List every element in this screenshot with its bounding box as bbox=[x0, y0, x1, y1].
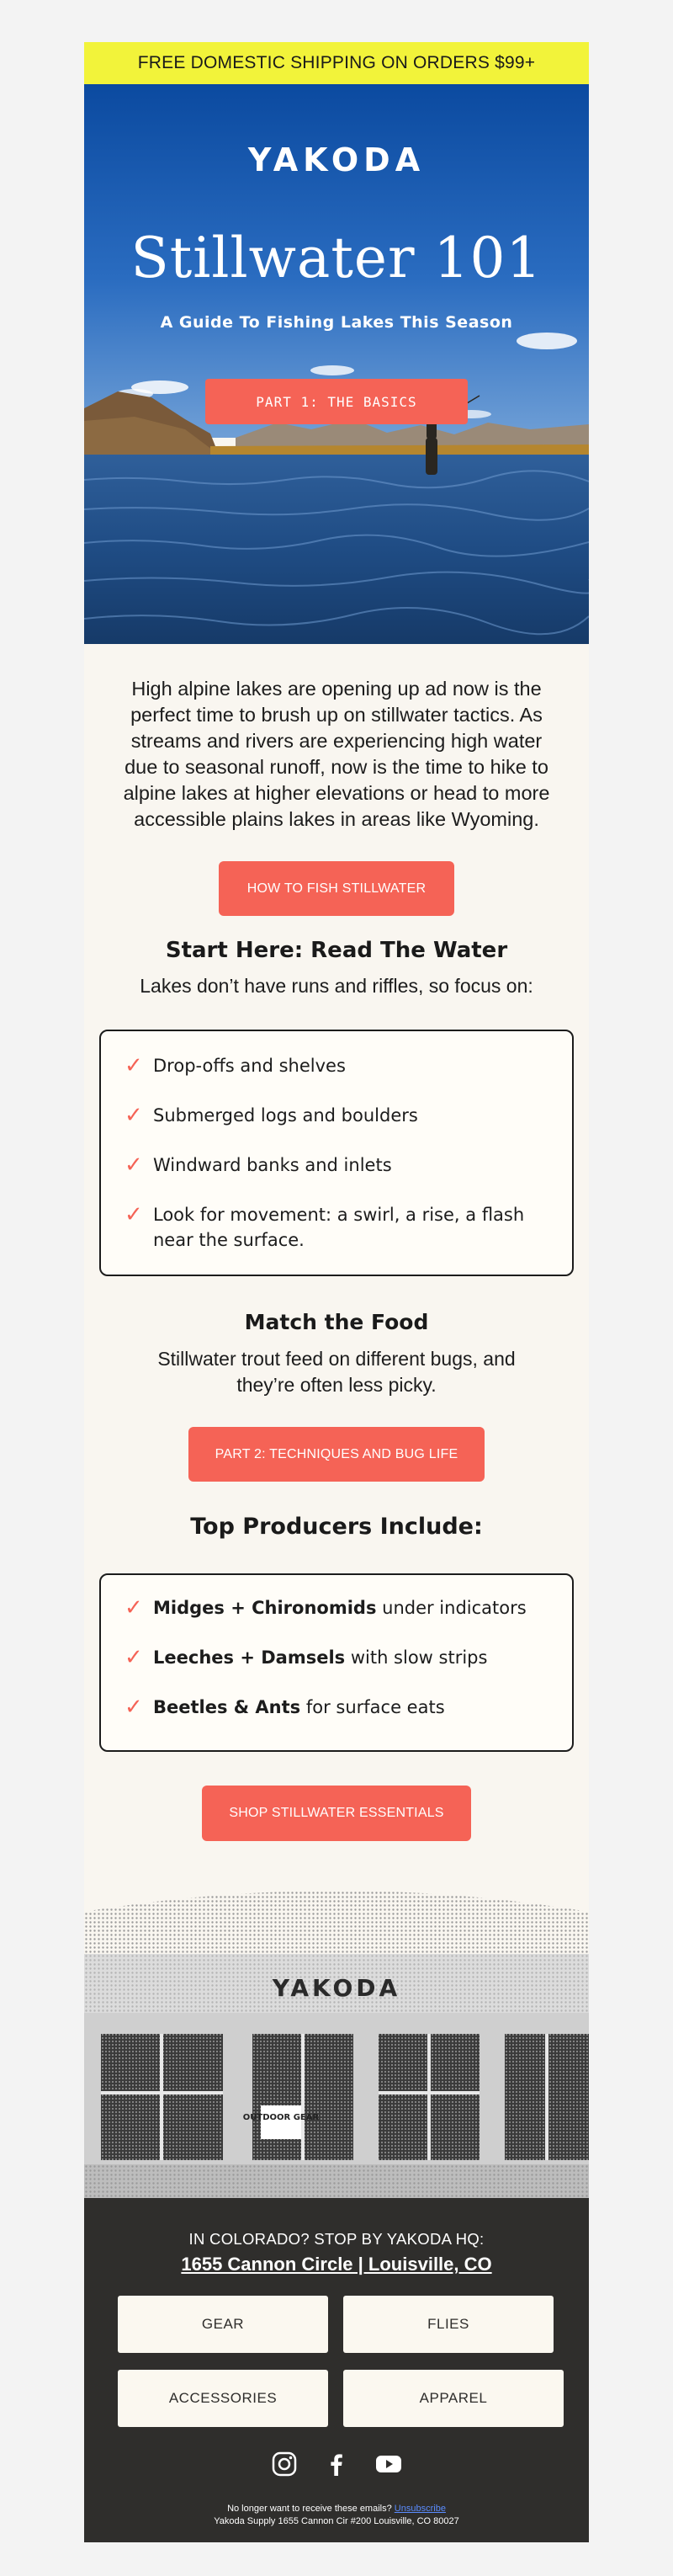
hero-title: Stillwater 101 bbox=[130, 226, 543, 290]
shipping-banner-text: FREE DOMESTIC SHIPPING ON ORDERS $99+ bbox=[137, 53, 536, 72]
list-item bbox=[125, 1645, 548, 1670]
hq-label: IN COLORADO? STOP BY YAKODA HQ: bbox=[188, 2230, 485, 2248]
hq-address-link[interactable]: 1655 Cannon Circle | Louisville, CO bbox=[181, 2254, 492, 2275]
checkmark-icon: ✓ bbox=[125, 1202, 143, 1227]
unsubscribe-link[interactable]: Unsubscribe bbox=[394, 2504, 446, 2514]
email-body bbox=[84, 42, 589, 2542]
legal-text: No longer want to receive these emails? bbox=[227, 2504, 392, 2514]
top-producers-heading: Top Producers Include: bbox=[190, 1514, 483, 1540]
hero-banner[interactable] bbox=[84, 84, 589, 644]
producer-name: Leeches + Damsels bbox=[153, 1647, 346, 1668]
brand-logo: YAKODA bbox=[247, 141, 426, 178]
list-item-text: Windward banks and inlets bbox=[153, 1155, 392, 1175]
social-links bbox=[84, 2451, 589, 2478]
list-item bbox=[125, 1053, 548, 1078]
list-item bbox=[125, 1595, 548, 1621]
storefront-illustration bbox=[84, 1878, 589, 2198]
producer-detail: for surface eats bbox=[300, 1697, 445, 1717]
read-water-list bbox=[99, 1030, 574, 1276]
list-item bbox=[125, 1202, 548, 1253]
legal-footer bbox=[84, 2503, 589, 2528]
list-item-text: Submerged logs and boulders bbox=[153, 1105, 418, 1126]
instagram-icon[interactable] bbox=[271, 2451, 298, 2478]
footer-nav bbox=[118, 2296, 589, 2427]
checkmark-icon: ✓ bbox=[125, 1695, 143, 1720]
list-item bbox=[125, 1695, 548, 1720]
top-producers-list bbox=[99, 1573, 574, 1752]
flies-button[interactable]: FLIES bbox=[343, 2296, 554, 2353]
store-sign: YAKODA bbox=[272, 1974, 401, 2002]
window-sign: OUTDOOR GEAR bbox=[242, 2113, 320, 2122]
accessories-button[interactable]: ACCESSORIES bbox=[118, 2370, 328, 2427]
youtube-icon[interactable] bbox=[375, 2451, 402, 2478]
checkmark-icon: ✓ bbox=[125, 1053, 143, 1078]
store-image[interactable] bbox=[84, 1878, 589, 2198]
checkmark-icon: ✓ bbox=[125, 1645, 143, 1670]
producer-name: Midges + Chironomids bbox=[153, 1598, 377, 1618]
producer-name: Beetles & Ants bbox=[153, 1697, 301, 1717]
match-food-subtitle: Stillwater trout feed on different bugs, and they’re often less picky. bbox=[157, 1348, 516, 1396]
checkmark-icon: ✓ bbox=[125, 1152, 143, 1178]
hero-subtitle: A Guide To Fishing Lakes This Season bbox=[160, 313, 513, 332]
producer-detail: under indicators bbox=[376, 1598, 527, 1618]
list-item-text: Look for movement: a swirl, a rise, a flash near the surface. bbox=[153, 1205, 525, 1250]
checkmark-icon: ✓ bbox=[125, 1103, 143, 1128]
match-food-heading: Match the Food bbox=[244, 1310, 429, 1334]
intro-paragraph: High alpine lakes are opening up ad now is the perfect time to brush up on stillwater tactics. As streams and rivers are experiencing high water due to seasonal runoff, now is the time to hike to alpine lakes at higher elevations or head to more accessible plains lakes in areas like Wyoming. bbox=[123, 678, 550, 830]
list-item bbox=[125, 1152, 548, 1178]
read-water-subtitle: Lakes don’t have runs and riffles, so focus on: bbox=[140, 975, 533, 997]
apparel-button[interactable]: APPAREL bbox=[343, 2370, 564, 2427]
list-item-text: Drop-offs and shelves bbox=[153, 1056, 346, 1076]
shop-essentials-button[interactable]: SHOP STILLWATER ESSENTIALS bbox=[202, 1786, 471, 1841]
checkmark-icon: ✓ bbox=[125, 1595, 143, 1621]
producer-detail: with slow strips bbox=[345, 1647, 488, 1668]
legal-address: Yakoda Supply 1655 Cannon Cir #200 Louisville, CO 80027 bbox=[214, 2516, 459, 2526]
footer bbox=[84, 2198, 589, 2542]
how-to-fish-button[interactable]: HOW TO FISH STILLWATER bbox=[219, 861, 454, 916]
part-2-button[interactable]: PART 2: TECHNIQUES AND BUG LIFE bbox=[188, 1427, 485, 1482]
gear-button[interactable]: GEAR bbox=[118, 2296, 328, 2353]
read-water-heading: Start Here: Read The Water bbox=[165, 938, 508, 963]
list-item bbox=[125, 1103, 548, 1128]
part-1-button[interactable]: PART 1: THE BASICS bbox=[205, 379, 468, 424]
facebook-icon[interactable] bbox=[323, 2451, 350, 2478]
shipping-banner[interactable] bbox=[84, 42, 589, 84]
